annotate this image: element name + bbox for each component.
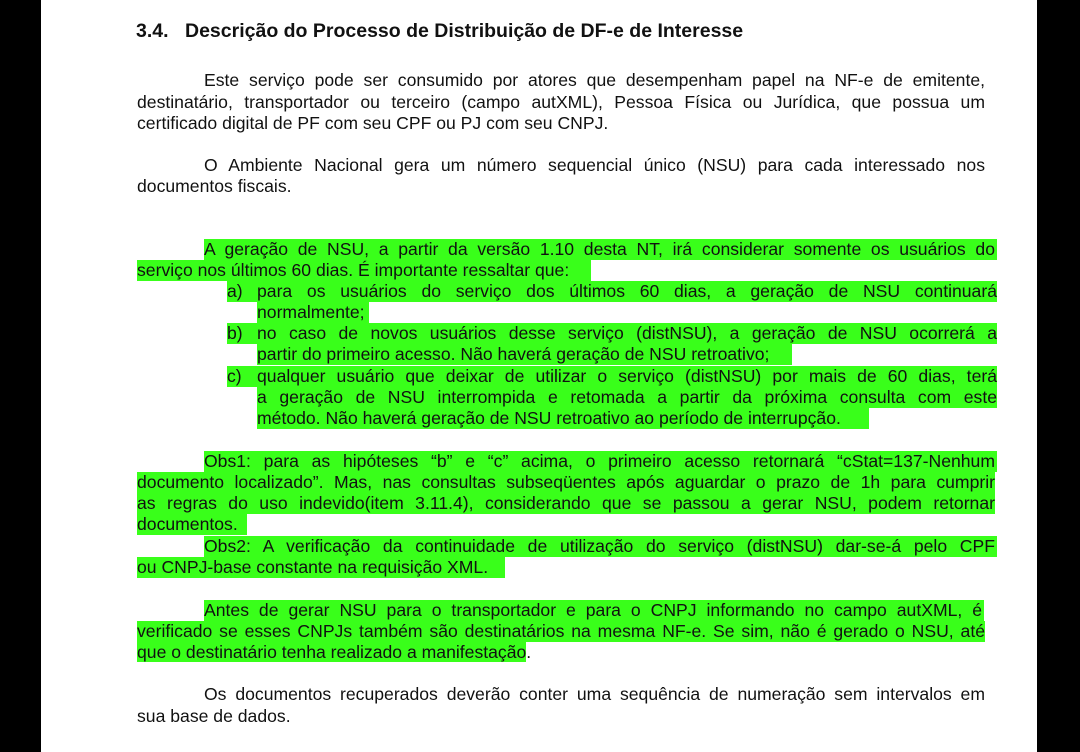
obs1-paragraph (137, 451, 997, 535)
paragraph-5-line-2: sua base de dados. (137, 706, 291, 726)
section-heading (136, 20, 743, 43)
item-b-label: b) (227, 323, 257, 344)
transporter-line-1: Antes de gerar NSU para o transportador e para o CNPJ informando no campo autXML, é (204, 600, 982, 620)
obs1-line-3: as regras do uso indevido(item 3.11.4), considerando que se passou a gerar NSU, podem retornar (137, 493, 995, 513)
item-c (257, 366, 997, 429)
obs2-paragraph (137, 536, 997, 578)
section-number: 3.4. (136, 20, 169, 42)
nsu-generation-paragraph (137, 239, 997, 281)
item-b (257, 323, 997, 365)
obs1-line-1: Obs1: para as hipóteses “b” e “c” acima, o primeiro acesso retornará “cStat=137-Nenhum (204, 451, 995, 471)
item-b-line-2: partir do primeiro acesso. Não haverá geração de NSU retroativo; (257, 344, 792, 365)
item-a-line-2: normalmente; (257, 302, 369, 323)
item-a-line-1: para os usuários do serviço dos últimos 60 dias, a geração de NSU continuará (257, 281, 997, 301)
item-b-line-1: no caso de novos usuários desse serviço (distNSU), a geração de NSU ocorrerá a (257, 323, 997, 343)
paragraph-2-line-1: O Ambiente Nacional gera um número sequencial único (NSU) para cada interessado nos (204, 155, 985, 175)
item-a (257, 281, 997, 323)
transporter-period: . (526, 642, 532, 662)
item-c-line-2: a geração de NSU interrompida e retomada a partir da próxima consulta com este (257, 387, 997, 407)
obs2-line-2: ou CNPJ-base constante na requisição XML. (137, 557, 505, 578)
paragraph-2-line-2: documentos fiscais. (137, 176, 292, 196)
transporter-paragraph (137, 600, 997, 663)
item-c-line-1: qualquer usuário que deixar de utilizar o serviço (distNSU) por mais de 60 dias, terá (257, 366, 997, 386)
item-a-label: a) (227, 281, 257, 302)
obs1-line-4: documentos. (137, 514, 247, 535)
transporter-line-2: verificado se esses CNPJs também são destinatários na mesma NF-e. Se sim, não é gerado o NSU, até (137, 621, 985, 641)
item-c-line-3: método. Não haverá geração de NSU retroativo ao período de interrupção. (257, 408, 869, 429)
transporter-line-3: que o destinatário tenha realizado a manifestação (137, 642, 527, 662)
paragraph-1-line-2: destinatário, transportador ou terceiro (campo autXML), Pessoa Física ou Jurídica, que possua um (137, 92, 985, 112)
section-title: Descrição do Processo de Distribuição de DF-e de Interesse (185, 20, 744, 42)
paragraph-1-line-1: Este serviço pode ser consumido por atores que desempenham papel na NF-e de emitente, (204, 70, 985, 90)
paragraph-5-line-1: Os documentos recuperados deverão conter uma sequência de numeração sem intervalos em (204, 684, 985, 704)
paragraph-1-line-3: certificado digital de PF com seu CPF ou PJ com seu CNPJ. (137, 113, 609, 133)
item-c-label: c) (227, 366, 257, 387)
obs2-line-1: Obs2: A verificação da continuidade de utilização do serviço (distNSU) dar-se-á pelo CPF (204, 536, 995, 556)
obs1-line-2: documento localizado”. Mas, nas consultas subseqüentes após aguardar o prazo de 1h para cumprir (137, 472, 995, 492)
nsu-paragraph-line-1: A geração de NSU, a partir da versão 1.10 desta NT, irá considerar somente os usuários do (204, 239, 995, 259)
document-page (41, 0, 1037, 752)
nsu-paragraph-line-2: serviço nos últimos 60 dias. É importante ressaltar que: (137, 260, 591, 281)
